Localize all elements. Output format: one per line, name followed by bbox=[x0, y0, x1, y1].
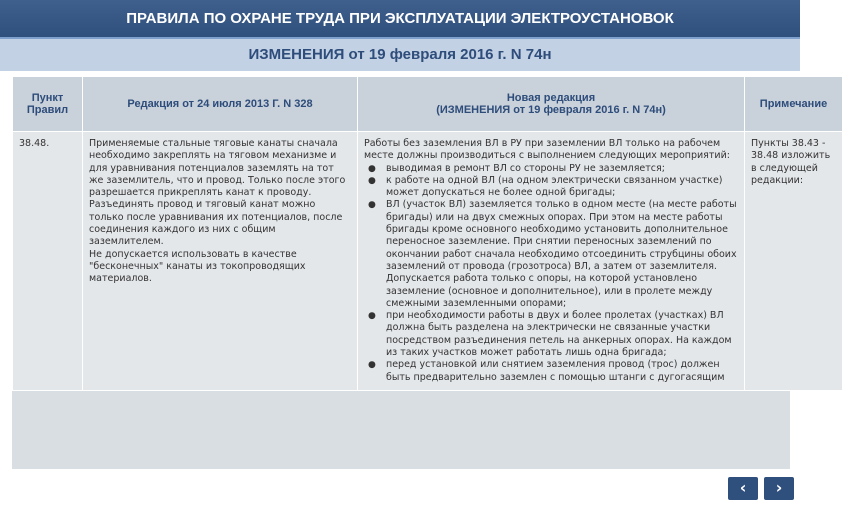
old-paragraph-2: Не допускается использовать в качестве "бесконечных" канаты из токопроводящих материалов. bbox=[89, 248, 306, 285]
cell-old-edition bbox=[83, 132, 358, 391]
list-item bbox=[364, 163, 738, 175]
bullet-icon: ● bbox=[368, 360, 376, 371]
header-note: Примечание bbox=[745, 77, 843, 132]
bullet-icon: ● bbox=[368, 163, 376, 174]
cell-new-edition bbox=[358, 132, 745, 391]
list-item bbox=[364, 310, 738, 359]
cell-note: Пункты 38.43 - 38.48 изложить в следующей редакции: bbox=[745, 132, 843, 391]
chevron-right-icon: › bbox=[775, 478, 783, 497]
cell-point: 38.48. bbox=[13, 132, 83, 391]
new-intro: Работы без заземления ВЛ в РУ при заземлении ВЛ только на рабочем месте должны производиться с выполнением следующих мероприятий: bbox=[364, 138, 730, 162]
comparison-table-container bbox=[12, 76, 831, 469]
next-slide-button[interactable] bbox=[764, 477, 794, 500]
bullet-text: выводимая в ремонт ВЛ со стороны РУ не заземляется; bbox=[386, 162, 665, 174]
bullet-icon: ● bbox=[368, 311, 376, 322]
comparison-table bbox=[12, 76, 843, 391]
bullet-text: при необходимости работы в двух и более пролетах (участках) ВЛ должна быть разделена на электрически не связанные участки посредством разъединения петель на анкерных опорах. На каждом из таких участков может работать лишь одна бригада; bbox=[386, 310, 732, 359]
header-point bbox=[13, 77, 83, 132]
header-new-edition-line2: (ИЗМЕНЕНИЯ от 19 февраля 2016 г. N 74н) bbox=[436, 104, 666, 116]
bullet-icon: ● bbox=[368, 175, 376, 186]
bullet-text: к работе на одной ВЛ (на одном электрически связанном участке) может допускаться не более одной бригады; bbox=[386, 174, 723, 199]
table-header-row bbox=[13, 77, 843, 132]
chevron-left-icon: ‹ bbox=[739, 478, 747, 497]
list-item bbox=[364, 199, 738, 310]
bullet-text: ВЛ (участок ВЛ) заземляется только в одном месте (на месте работы бригады) или на двух смежных опорах. При этом на месте работы бригады кроме основного необходимо установить дополнительное переносное заземление. При снятии переносных заземлений по окончании работ сначала необходимо отсоединить струбцины обоих заземлений от провода (грозотроса) ВЛ, а затем от заземлителя. Допускается работа только с опоры, на которой установлено заземление (основное и дополнительное), или в пролете между смежными заземленными опорами; bbox=[386, 199, 737, 309]
list-item bbox=[364, 175, 738, 200]
header-point-line2: Правил bbox=[26, 104, 69, 116]
list-item bbox=[364, 359, 738, 384]
header-old-edition: Редакция от 24 июля 2013 Г. N 328 bbox=[83, 77, 358, 132]
prev-slide-button[interactable] bbox=[728, 477, 758, 500]
header-new-edition-line1: Новая редакция bbox=[506, 92, 596, 104]
header-new-edition bbox=[358, 77, 745, 132]
old-paragraph-1: Применяемые стальные тяговые канаты сначала необходимо закреплять на тяговом механизме и для уравнивания потенциалов заземлять на тот же заземлитель, что и провод. Только после этого разрешается прикреплять канат к проводу. Разъединять провод и тяговый канат можно только после уравнивания их потенциалов, после соединения каждого из них с общим заземлителем. bbox=[89, 138, 346, 248]
table-row bbox=[13, 132, 843, 391]
bullet-text: перед установкой или снятием заземления провод (трос) должен быть предварительно заземлен с помощью штанги с дугогасящим bbox=[386, 359, 725, 383]
new-bullet-list bbox=[364, 163, 738, 384]
header-point-line1: Пункт bbox=[31, 92, 64, 104]
page-subtitle: ИЗМЕНЕНИЯ от 19 февраля 2016 г. N 74н bbox=[0, 37, 800, 71]
bullet-icon: ● bbox=[368, 200, 376, 211]
page-title: ПРАВИЛА ПО ОХРАНЕ ТРУДА ПРИ ЭКСПЛУАТАЦИИ ЭЛЕКТРОУСТАНОВОК bbox=[0, 0, 800, 37]
